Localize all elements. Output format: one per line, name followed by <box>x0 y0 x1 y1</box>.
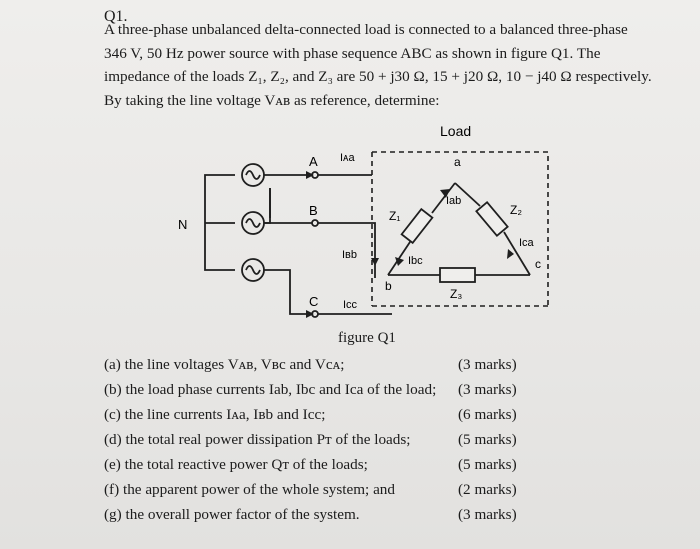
part-e <box>104 452 584 477</box>
part-marks: (3 marks) <box>458 356 517 373</box>
current-ibb-label: Iʙb <box>342 249 358 261</box>
part-text: (f) the apparent power of the whole system; and <box>104 481 395 498</box>
current-icc-label: Icc <box>343 299 358 311</box>
node-a-label: a <box>454 155 461 169</box>
intro-line: impedance of the loads Z₁, Z₂, and Z₃ are 50 + j30 Ω, 15 + j20 Ω, 10 − j40 Ω respectively. <box>104 68 652 85</box>
source-a-wave <box>246 171 260 179</box>
arrow-ica <box>507 249 514 259</box>
question-parts <box>104 352 584 527</box>
part-marks: (5 marks) <box>458 431 517 448</box>
part-c <box>104 402 584 427</box>
part-text: (b) the load phase currents Iab, Ibc and Ica of the load; <box>104 381 437 398</box>
current-iab-label: Iab <box>446 195 462 207</box>
part-text: (g) the overall power factor of the system. <box>104 506 360 523</box>
part-d <box>104 427 584 452</box>
impedance-z2-label: Z₂ <box>510 203 522 217</box>
neutral-label: N <box>178 217 188 232</box>
current-ibc-label: Ibc <box>408 255 423 267</box>
node-b-label: b <box>385 279 392 293</box>
part-f <box>104 477 584 502</box>
terminal-b <box>312 220 318 226</box>
terminal-c-label: C <box>309 294 319 309</box>
part-text: (a) the line voltages Vᴀʙ, Vʙc and Vcᴀ; <box>104 356 345 373</box>
intro-line: 346 V, 50 Hz power source with phase sequence ABC as shown in figure Q1. The <box>104 44 601 62</box>
impedance-z2-box <box>476 202 507 236</box>
part-marks: (3 marks) <box>458 381 517 398</box>
circuit-diagram <box>0 118 700 348</box>
wire-c-source <box>264 270 312 314</box>
current-ica-label: Ica <box>519 237 534 249</box>
question-number: Q1. <box>104 8 128 25</box>
figure-caption: figure Q1 <box>338 330 396 346</box>
impedance-z3-label: Z₃ <box>450 287 463 301</box>
impedance-z3-box <box>440 268 475 282</box>
part-text: (e) the total reactive power Qᴛ of the loads; <box>104 456 368 473</box>
part-text: (c) the line currents Iᴀa, Iʙb and Icc; <box>104 406 326 423</box>
terminal-a-label: A <box>309 154 318 169</box>
intro-line: A three-phase unbalanced delta-connected load is connected to a balanced three-phase <box>104 21 628 38</box>
circuit-figure <box>0 118 700 348</box>
impedance-z1-label: Z₁ <box>389 209 401 223</box>
load-label: Load <box>440 123 472 139</box>
part-g <box>104 502 584 527</box>
source-b-wave <box>246 219 260 227</box>
question-intro <box>104 18 664 112</box>
part-marks: (2 marks) <box>458 481 517 498</box>
part-marks: (5 marks) <box>458 456 517 473</box>
part-b <box>104 377 584 402</box>
part-marks: (6 marks) <box>458 406 517 423</box>
intro-line: By taking the line voltage Vᴀʙ as reference, determine: <box>104 91 440 109</box>
part-a <box>104 352 584 377</box>
part-text: (d) the total real power dissipation Pᴛ of the loads; <box>104 431 411 448</box>
terminal-b-label: B <box>309 203 318 218</box>
part-marks: (3 marks) <box>458 506 517 523</box>
current-iaa-label: Iᴀa <box>340 152 355 164</box>
source-c-wave <box>246 266 260 274</box>
node-c-label: c <box>535 257 541 271</box>
impedance-z1-box <box>402 209 433 243</box>
